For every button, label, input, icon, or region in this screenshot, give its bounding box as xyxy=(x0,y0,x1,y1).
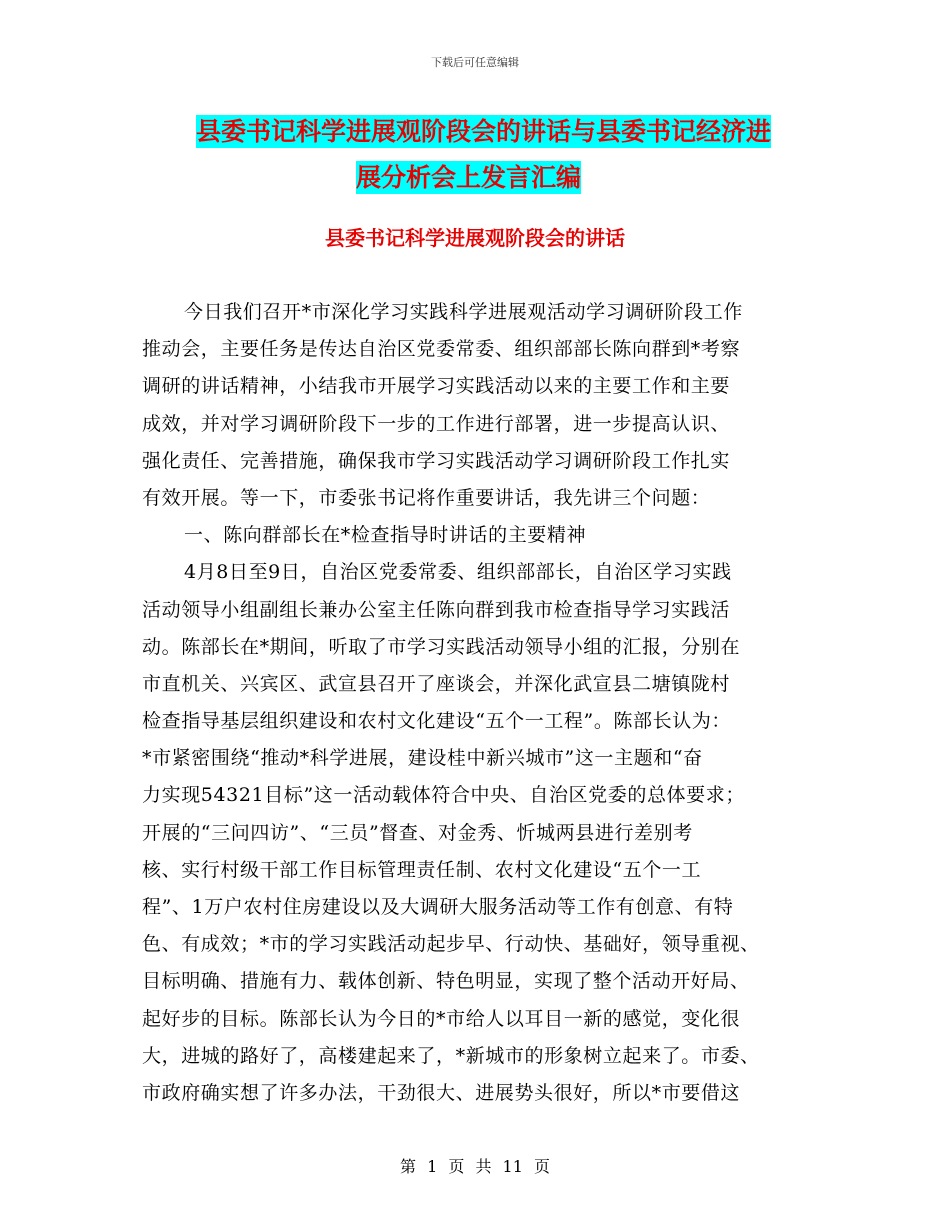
document-title-line-2: 展分析会上发言汇编 xyxy=(356,163,582,192)
body-line: 力实现54321目标”这一活动载体符合中央、自治区党委的总体要求； xyxy=(142,784,745,807)
body-line: 调研的讲话精神，小结我市开展学习实践活动以来的主要工作和主要 xyxy=(142,375,731,398)
page-footer: 第 1 页 共 11 页 xyxy=(400,1157,550,1176)
document-title-line-1: 县委书记科学进展观阶段会的讲话与县委书记经济进 xyxy=(196,117,772,146)
body-line: 起好步的目标。陈部长认为今日的*市给人以耳目一新的感觉，变化很 xyxy=(142,1007,741,1030)
body-line: 强化责任、完善措施，确保我市学习实践活动学习调研阶段工作扎实 xyxy=(142,449,731,472)
body-line: 推动会，主要任务是传达自治区党委常委、组织部部长陈向群到*考察 xyxy=(142,338,741,361)
body-line: 市直机关、兴宾区、武宣县召开了座谈会，并深化武宣县二塘镇陇村 xyxy=(142,672,731,695)
document-title xyxy=(196,112,816,204)
body-line: 成效，并对学习调研阶段下一步的工作进行部署，进一步提高认识、 xyxy=(142,412,731,435)
body-line: 目标明确、措施有力、载体创新、特色明显，实现了整个活动开好局、 xyxy=(142,970,750,993)
body-line: 开展的“三问四访”、“三员”督查、对金秀、忻城两县进行差别考 xyxy=(142,821,693,844)
body-text xyxy=(142,294,822,1112)
body-line: 动。陈部长在*期间，听取了市学习实践活动领导小组的汇报，分别在 xyxy=(142,635,741,658)
header-note: 下载后可任意编辑 xyxy=(431,56,519,69)
body-line: 市政府确实想了许多办法，干劲很大、进展势头很好，所以*市要借这 xyxy=(142,1081,741,1104)
body-line: *市紧密围绕“推动*科学进展，建设桂中新兴城市”这一主题和“奋 xyxy=(142,747,703,770)
body-line: 程”、1万户农村住房建设以及大调研大服务活动等工作有创意、有特 xyxy=(142,896,734,918)
body-line: 今日我们召开*市深化学习实践科学进展观活动学习调研阶段工作 xyxy=(184,301,743,323)
body-line: 有效开展。等一下，市委张书记将作重要讲话，我先讲三个问题： xyxy=(142,486,711,509)
body-heading: 一、陈向群部长在*检查指导时讲话的主要精神 xyxy=(184,524,587,547)
body-line: 4月8日至9日，自治区党委常委、组织部部长，自治区学习实践 xyxy=(184,561,732,584)
body-line: 色、有成效；*市的学习实践活动起步早、行动快、基础好，领导重视、 xyxy=(142,933,760,956)
body-line: 大，进城的路好了，高楼建起来了，*新城市的形象树立起来了。市委、 xyxy=(142,1044,760,1067)
body-line: 核、实行村级干部工作目标管理责任制、农村文化建设“五个一工 xyxy=(142,858,702,881)
body-line: 检查指导基层组织建设和农村文化建设“五个一工程”。陈部长认为： xyxy=(142,710,732,733)
body-line: 活动领导小组副组长兼办公室主任陈向群到我市检查指导学习实践活 xyxy=(142,598,731,621)
section-title: 县委书记科学进展观阶段会的讲话 xyxy=(325,226,625,250)
